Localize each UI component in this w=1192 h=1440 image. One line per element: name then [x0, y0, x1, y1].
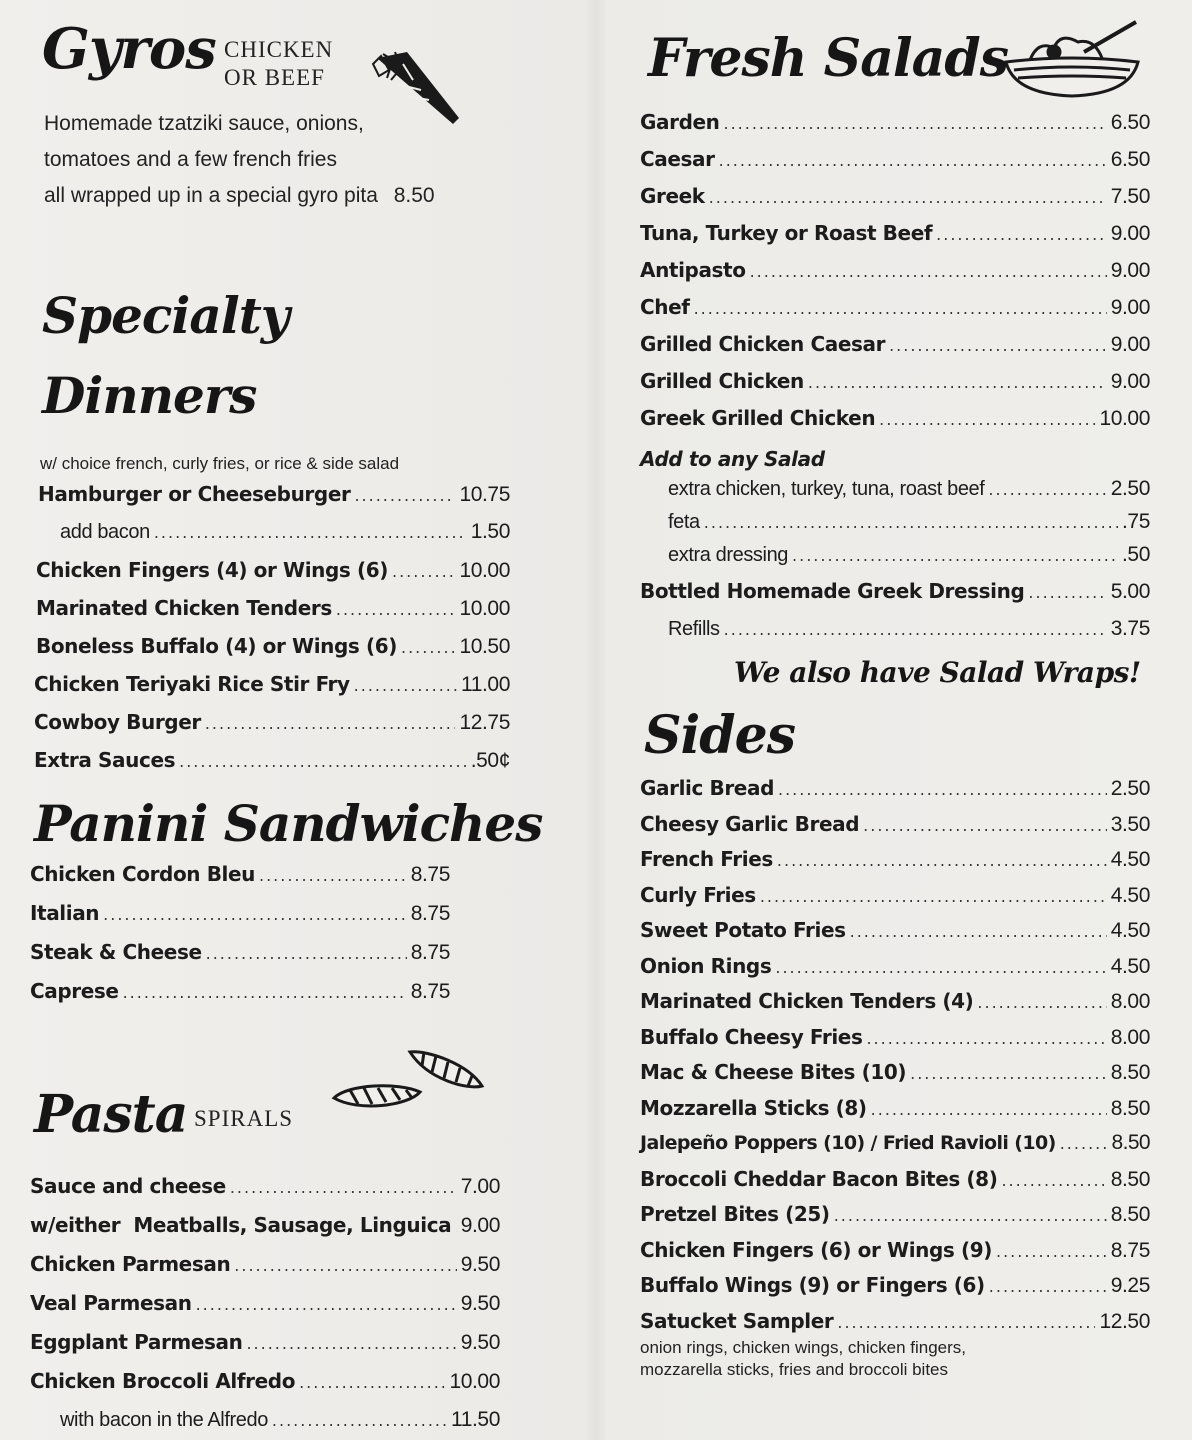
menu-item: Mozzarella Sticks (8) ..... 8.50	[640, 1096, 1150, 1132]
gyros-subtitle: CHICKEN OR BEEF	[224, 37, 334, 90]
pasta-title: Pasta	[34, 1084, 188, 1145]
menu-item: Chicken Cordon Bleu ..... 8.75	[30, 862, 450, 901]
menu-item: Antipasto ..... 9.00	[640, 258, 1150, 295]
pasta-list	[30, 1174, 500, 1440]
gyros-price: 8.50	[393, 184, 435, 207]
menu-item: Broccoli Cheddar Bacon Bites (8) ..... 8.50	[640, 1167, 1150, 1203]
salad-addon-heading: Add to any Salad	[640, 447, 825, 471]
salads-list	[640, 110, 1150, 693]
menu-item: Garlic Bread ..... 2.50	[640, 776, 1150, 812]
menu-item: Greek ..... 7.50	[640, 184, 1150, 221]
sides-section	[640, 696, 1150, 1381]
menu-item: Mac & Cheese Bites (10) ..... 8.50	[640, 1060, 1150, 1096]
menu-item: Caprese ..... 8.75	[30, 979, 450, 1018]
menu-item: Jalepeño Poppers (10) / Fried Ravioli (10) ..... 8.50	[640, 1131, 1150, 1167]
menu-item: Curly Fries ..... 4.50	[640, 883, 1150, 919]
specialty-dinners-list	[30, 482, 510, 786]
salads-heading	[640, 14, 1150, 110]
menu-item: Chicken Fingers (6) or Wings (9) ..... 8.75	[640, 1238, 1150, 1274]
specialty-dinners-note: w/ choice french, curly fries, or rice & side salad	[40, 454, 400, 473]
menu-item: Cowboy Burger ..... 12.75	[30, 710, 510, 748]
specialty-dinners-section	[30, 276, 510, 786]
salad-wraps-note: We also have Salad Wraps!	[734, 656, 1141, 689]
salads-title: Fresh Salads	[648, 28, 1008, 89]
menu-item: Refills ..... 3.75	[640, 617, 1150, 653]
menu-item: Sauce and cheese ..... 7.00	[30, 1174, 500, 1213]
menu-item: Garden ..... 6.50	[640, 110, 1150, 147]
menu-item: w/either Meatballs, Sausage, Linguica ..... 9.00	[30, 1213, 500, 1252]
menu-item: Caesar ..... 6.50	[640, 147, 1150, 184]
sampler-description: onion rings, chicken wings, chicken fingers, mozzarella sticks, fries and broccoli bites	[640, 1337, 966, 1379]
menu-item: Italian ..... 8.75	[30, 901, 450, 940]
menu-item: Marinated Chicken Tenders ..... 10.00	[30, 596, 510, 634]
gyros-section	[42, 14, 512, 234]
menu-item: add bacon ..... 1.50	[30, 520, 510, 558]
menu-item: Chef ..... 9.00	[640, 295, 1150, 332]
sides-list	[640, 776, 1150, 1381]
menu-item: Tuna, Turkey or Roast Beef ..... 9.00	[640, 221, 1150, 258]
panini-list	[30, 862, 450, 1018]
menu-item: Chicken Teriyaki Rice Stir Fry ..... 11.00	[30, 672, 510, 710]
menu-item: Chicken Parmesan ..... 9.50	[30, 1252, 500, 1291]
pasta-heading	[30, 1044, 500, 1145]
menu-item: feta ..... .75	[640, 510, 1150, 543]
pasta-subtitle: SPIRALS	[194, 1106, 294, 1131]
menu-item: Grilled Chicken Caesar ..... 9.00	[640, 332, 1150, 369]
menu-item: Bottled Homemade Greek Dressing ..... 5.00	[640, 579, 1150, 617]
menu-item: Marinated Chicken Tenders (4) ..... 8.00	[640, 989, 1150, 1025]
menu-item: Buffalo Cheesy Fries ..... 8.00	[640, 1025, 1150, 1061]
menu-item: Hamburger or Cheeseburger ..... 10.75	[30, 482, 510, 520]
menu-item: Chicken Fingers (4) or Wings (6) ..... 10.00	[30, 558, 510, 596]
menu-item: French Fries ..... 4.50	[640, 847, 1150, 883]
menu-item: Greek Grilled Chicken ..... 10.00	[640, 406, 1150, 443]
menu-item: Satucket Sampler ..... 12.50	[640, 1309, 1150, 1337]
menu-item: Cheesy Garlic Bread ..... 3.50	[640, 812, 1150, 848]
salads-section	[640, 14, 1150, 693]
menu-item: Pretzel Bites (25) ..... 8.50	[640, 1202, 1150, 1238]
menu-item: extra dressing ..... .50	[640, 543, 1150, 579]
sides-title: Sides	[644, 705, 796, 766]
menu-item: Veal Parmesan ..... 9.50	[30, 1291, 500, 1330]
menu-item: Eggplant Parmesan ..... 9.50	[30, 1330, 500, 1369]
gyros-description: Homemade tzatziki sauce, onions, tomatoes and a few french fries all wrapped up in a special gyro pita 8.50	[44, 112, 435, 207]
menu-item: Chicken Broccoli Alfredo ..... 10.00	[30, 1369, 500, 1408]
menu-item: Onion Rings ..... 4.50	[640, 954, 1150, 990]
menu-item: Steak & Cheese ..... 8.75	[30, 940, 450, 979]
panini-title: Panini Sandwiches	[34, 794, 543, 853]
menu-item: Grilled Chicken ..... 9.00	[640, 369, 1150, 406]
gyros-title: Gyros	[42, 16, 216, 82]
menu-item: Sweet Potato Fries ..... 4.50	[640, 918, 1150, 954]
panini-section	[30, 786, 543, 1018]
salad-bowl-icon	[1002, 18, 1142, 100]
menu-item: with bacon in the Alfredo ..... 11.50	[30, 1408, 500, 1440]
menu-item: Boneless Buffalo (4) or Wings (6) ..... 10.50	[30, 634, 510, 672]
menu-item: Extra Sauces ..... .50¢	[30, 748, 510, 786]
menu-item: Buffalo Wings (9) or Fingers (6) ..... 9.25	[640, 1273, 1150, 1309]
specialty-dinners-title: Specialty Dinners	[42, 286, 289, 425]
menu-item: extra chicken, turkey, tuna, roast beef ..... 2.50	[640, 477, 1150, 510]
pasta-section	[30, 1044, 500, 1440]
